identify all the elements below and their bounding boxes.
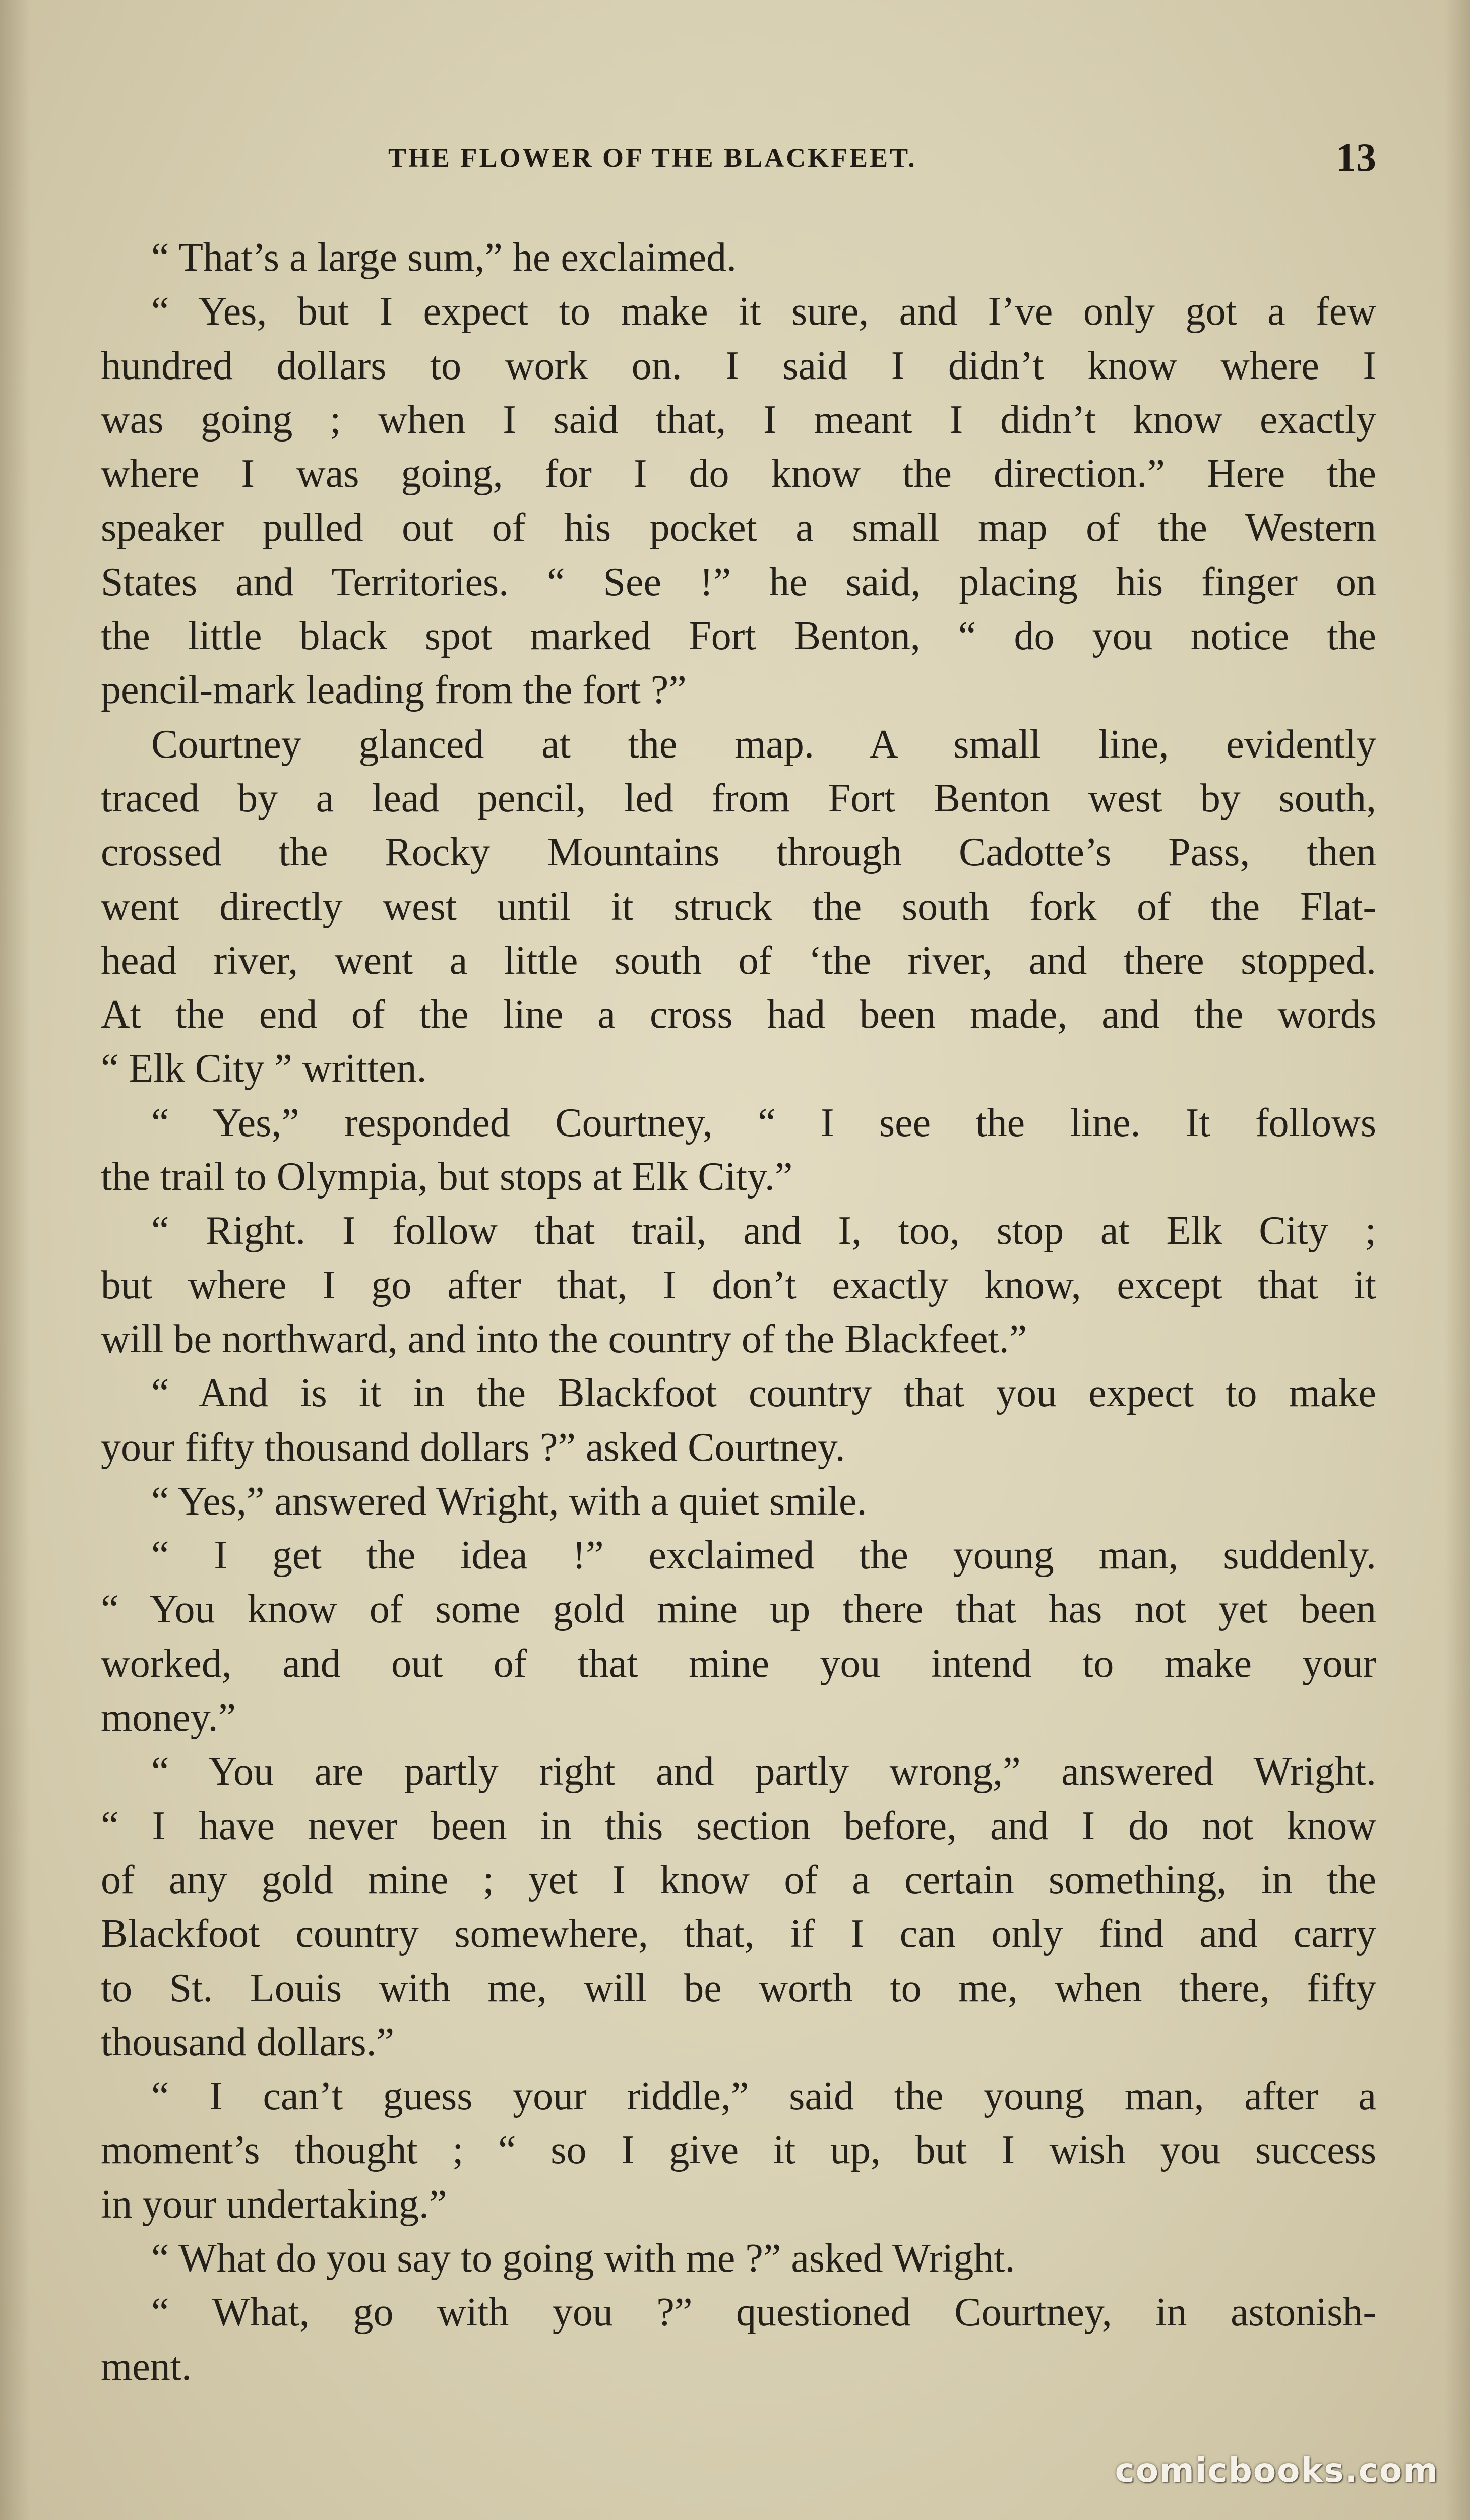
body-text bbox=[101, 231, 1376, 2394]
text-line: where I was going, for I do know the direction.” Here the bbox=[101, 452, 1376, 496]
text-line: the trail to Olympia, but stops at Elk City.” bbox=[101, 1155, 793, 1200]
text-line: States and Territories. “ See !” he said, placing his finger on bbox=[101, 559, 1376, 604]
text-line: of any gold mine ; yet I know of a certain something, in the bbox=[101, 1857, 1376, 1902]
text-line: Blackfoot country somewhere, that, if I can only find and carry bbox=[101, 1912, 1376, 1957]
text-line: but where I go after that, I don’t exactly know, except that it bbox=[101, 1263, 1376, 1307]
text-line: “ Yes,” answered Wright, with a quiet smile. bbox=[151, 1479, 867, 1524]
text-line: traced by a lead pencil, led from Fort Benton west by south, bbox=[101, 776, 1376, 821]
text-line: “ And is it in the Blackfoot country that you expect to make bbox=[151, 1371, 1376, 1416]
left-page-shadow bbox=[0, 0, 30, 2520]
text-line: “ You are partly right and partly wrong,” answered Wright. bbox=[151, 1749, 1376, 1794]
text-line: to St. Louis with me, will be worth to me, when there, fifty bbox=[101, 1966, 1376, 2010]
text-line: “ What, go with you ?” questioned Courtney, in astonish- bbox=[151, 2290, 1376, 2335]
text-line: “ I get the idea !” exclaimed the young man, suddenly. bbox=[151, 1533, 1376, 1578]
text-line: moment’s thought ; “ so I give it up, but I wish you success bbox=[101, 2128, 1376, 2173]
text-line: in your undertaking.” bbox=[101, 2182, 447, 2227]
text-line: “ I have never been in this section before, and I do not know bbox=[101, 1803, 1376, 1848]
text-line: pencil-mark leading from the fort ?” bbox=[101, 668, 687, 713]
text-line: hundred dollars to work on. I said I didn’t know where I bbox=[101, 343, 1376, 388]
running-head: THE FLOWER OF THE BLACKFEET. bbox=[388, 143, 917, 173]
text-line: speaker pulled out of his pocket a small map of the Western bbox=[101, 506, 1376, 550]
text-line: “ Elk City ” written. bbox=[101, 1046, 427, 1091]
text-line: money.” bbox=[101, 1695, 236, 1740]
text-line: “ What do you say to going with me ?” asked Wright. bbox=[151, 2236, 1015, 2281]
text-line: your fifty thousand dollars ?” asked Courtney. bbox=[101, 1425, 845, 1470]
text-line: head river, went a little south of ‘the river, and there stopped. bbox=[101, 938, 1376, 983]
text-line: will be northward, and into the country of the Blackfeet.” bbox=[101, 1316, 1027, 1361]
page-number: 13 bbox=[1336, 136, 1376, 180]
text-line: “ Right. I follow that trail, and I, too, stop at Elk City ; bbox=[151, 1209, 1376, 1253]
text-line: ment. bbox=[101, 2344, 192, 2389]
text-line: “ You know of some gold mine up there that has not yet been bbox=[101, 1587, 1376, 1632]
text-line: “ Yes, but I expect to make it sure, and I’ve only got a few bbox=[151, 289, 1376, 334]
text-line: the little black spot marked Fort Benton, “ do you notice the bbox=[101, 614, 1376, 659]
page-header bbox=[101, 135, 1376, 180]
text-line: “ I can’t guess your riddle,” said the young man, after a bbox=[151, 2074, 1376, 2119]
text-line: “ That’s a large sum,” he exclaimed. bbox=[151, 235, 737, 280]
text-line: At the end of the line a cross had been made, and the words bbox=[101, 992, 1376, 1037]
text-line: was going ; when I said that, I meant I didn’t know exactly bbox=[101, 397, 1376, 442]
text-line: Courtney glanced at the map. A small line, evidently bbox=[151, 722, 1376, 767]
text-line: worked, and out of that mine you intend to make your bbox=[101, 1641, 1376, 1686]
right-page-shadow bbox=[1445, 0, 1470, 2520]
watermark-text: comicbooks.com bbox=[1115, 2451, 1439, 2490]
text-line: crossed the Rocky Mountains through Cadotte’s Pass, then bbox=[101, 830, 1376, 875]
text-line: went directly west until it struck the south fork of the Flat- bbox=[101, 884, 1376, 929]
text-line: thousand dollars.” bbox=[101, 2020, 395, 2064]
text-line: “ Yes,” responded Courtney, “ I see the line. It follows bbox=[151, 1100, 1376, 1145]
